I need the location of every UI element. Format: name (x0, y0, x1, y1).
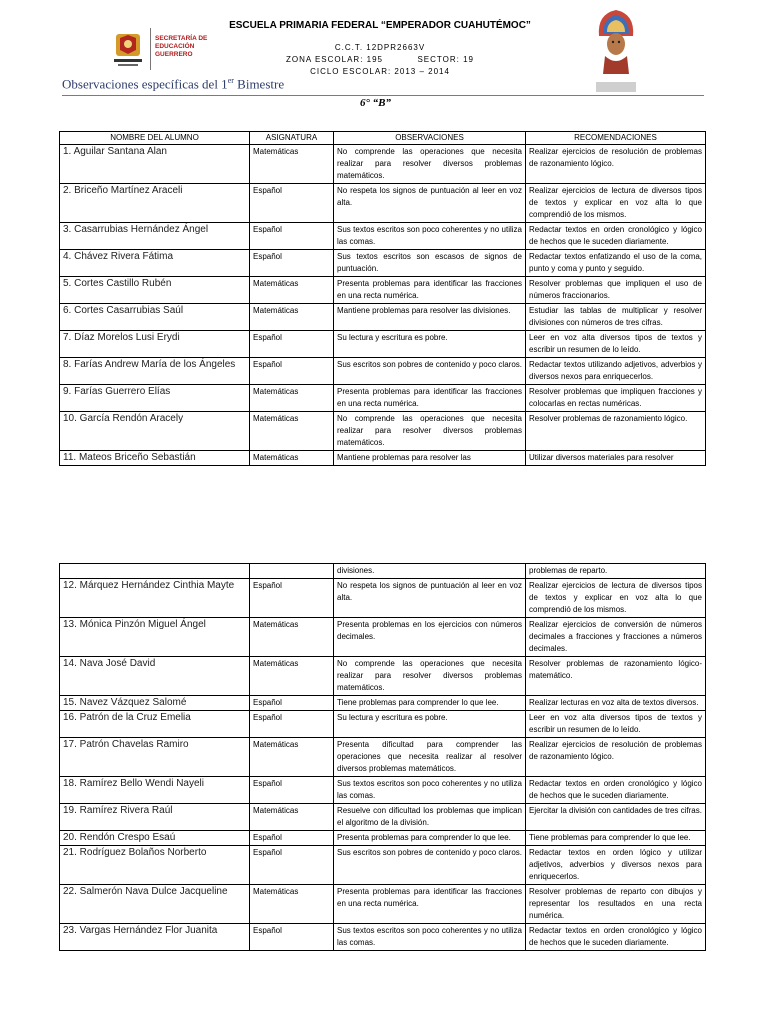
subject: Español (250, 250, 334, 277)
recommendation: Ejercitar la división con cantidades de tres cifras. (526, 804, 706, 831)
subject: Español (250, 223, 334, 250)
student-name: 3. Casarrubias Hernández Ángel (60, 223, 250, 250)
recommendation: Leer en voz alta diversos tipos de textos y escribir un resumen de lo leído. (526, 331, 706, 358)
subject: Español (250, 831, 334, 846)
title-suffix: Bimestre (233, 76, 285, 92)
table-row (60, 579, 706, 618)
table-row (60, 924, 706, 951)
table-row (60, 145, 706, 184)
student-name: 16. Patrón de la Cruz Emelia (60, 711, 250, 738)
title-sup: er (227, 76, 234, 85)
student-name: 12. Márquez Hernández Cinthia Mayte (60, 579, 250, 618)
table-row (60, 738, 706, 777)
observation: Sus textos escritos son poco coherentes y no utiliza las comas. (334, 223, 526, 250)
subject: Español (250, 579, 334, 618)
recommendation: Resolver problemas que impliquen fracciones y colocarlas en rectas numéricas. (526, 385, 706, 412)
student-name: 14. Nava José David (60, 657, 250, 696)
observation: No respeta los signos de puntuación al leer en voz alta. (334, 184, 526, 223)
school-name: ESCUELA PRIMARIA FEDERAL “EMPERADOR CUAHUTÉMOC” (229, 20, 531, 31)
document-header (0, 0, 768, 109)
recommendation: Realizar ejercicios de lectura de diversos tipos de textos y explicar en voz alta lo que comprendió de los mismos. (526, 579, 706, 618)
recommendation: problemas de reparto. (526, 564, 706, 579)
table-row (60, 304, 706, 331)
student-name: 21. Rodríguez Bolaños Norberto (60, 846, 250, 885)
subject: Español (250, 358, 334, 385)
subject: Matemáticas (250, 385, 334, 412)
zona-escolar: ZONA ESCOLAR: 195 (285, 55, 383, 64)
continuation-row (60, 564, 706, 579)
student-name: 15. Navez Vázquez Salomé (60, 696, 250, 711)
page-title (62, 76, 284, 92)
recommendation: Redactar textos enfatizando el uso de la coma, punto y coma y punto y seguido. (526, 250, 706, 277)
observation: Presenta problemas para identificar las fracciones en una recta numérica. (334, 385, 526, 412)
table-row (60, 804, 706, 831)
recommendation: Redactar textos en orden lógico y utilizar adjetivos, adverbios y diversos nexos para enriquecerlos. (526, 846, 706, 885)
observation: No respeta los signos de puntuación al leer en voz alta. (334, 579, 526, 618)
observations-table-page1 (59, 131, 706, 466)
student-name: 19. Ramírez Rivera Raúl (60, 804, 250, 831)
student-name: 7. Díaz Morelos Lusi Erydi (60, 331, 250, 358)
table-row (60, 657, 706, 696)
subject: Español (250, 777, 334, 804)
subject: Español (250, 184, 334, 223)
observation: Presenta dificultad para comprender las operaciones que necesita realizar al resolver diversos problemas matemáticos. (334, 738, 526, 777)
table-row (60, 385, 706, 412)
subject (250, 564, 334, 579)
subject: Matemáticas (250, 738, 334, 777)
observation: divisiones. (334, 564, 526, 579)
recommendation: Resolver problemas de razonamiento lógico-matemático. (526, 657, 706, 696)
grade-label: 6° “B” (360, 97, 391, 109)
recommendation: Realizar lecturas en voz alta de textos diversos. (526, 696, 706, 711)
observation: Sus textos escritos son escasos de signos de puntuación. (334, 250, 526, 277)
student-name: 9. Farías Guerrero Elías (60, 385, 250, 412)
observation: Sus escritos son pobres de contenido y poco claros. (334, 846, 526, 885)
student-name (60, 564, 250, 579)
subject: Matemáticas (250, 657, 334, 696)
recommendation: Realizar ejercicios de conversión de números decimales a fracciones y fracciones a números decimales. (526, 618, 706, 657)
title-rule (62, 95, 704, 96)
student-name: 6. Cortes Casarrubias Saúl (60, 304, 250, 331)
subject: Matemáticas (250, 804, 334, 831)
table-row (60, 331, 706, 358)
title-prefix: Observaciones específicas del 1 (62, 76, 228, 92)
observation: Sus textos escritos son poco coherentes y no utiliza las comas. (334, 777, 526, 804)
table-header-row (60, 132, 706, 145)
observation: No comprende las operaciones que necesita realizar para resolver diversos problemas matemáticos. (334, 412, 526, 451)
observation: Presenta problemas para identificar las fracciones en una recta numérica. (334, 885, 526, 924)
table-row (60, 277, 706, 304)
table-row (60, 618, 706, 657)
recommendation: Tiene problemas para comprender lo que lee. (526, 831, 706, 846)
recommendation: Redactar textos en orden cronológico y lógico de hechos que le suceden diariamente. (526, 223, 706, 250)
table-row (60, 451, 706, 466)
table-row (60, 846, 706, 885)
student-name: 2. Briceño Martínez Araceli (60, 184, 250, 223)
subject: Español (250, 331, 334, 358)
student-name: 23. Vargas Hernández Flor Juanita (60, 924, 250, 951)
observation: No comprende las operaciones que necesita realizar para resolver diversos problemas matemáticos. (334, 145, 526, 184)
subject: Español (250, 711, 334, 738)
crest-caption-bar (596, 82, 636, 92)
student-name: 11. Mateos Briceño Sebastián (60, 451, 250, 466)
observation: Presenta problemas en los ejercicios con números decimales. (334, 618, 526, 657)
observation: Presenta problemas para comprender lo que lee. (334, 831, 526, 846)
observation: Presenta problemas para identificar las fracciones en una recta numérica. (334, 277, 526, 304)
observation: Mantiene problemas para resolver las (334, 451, 526, 466)
student-name: 4. Chávez Rivera Fátima (60, 250, 250, 277)
logo-text: SECRETARÍA DE EDUCACIÓN GUERRERO (155, 35, 208, 58)
recommendation: Redactar textos utilizando adjetivos, adverbios y diversos nexos para enriquecerlos. (526, 358, 706, 385)
student-name: 17. Patrón Chavelas Ramiro (60, 738, 250, 777)
subject: Matemáticas (250, 145, 334, 184)
observation: Su lectura y escritura es pobre. (334, 711, 526, 738)
col-header-name: NOMBRE DEL ALUMNO (60, 132, 250, 145)
subject: Matemáticas (250, 304, 334, 331)
aztec-emperor-icon (593, 6, 639, 76)
student-name: 20. Rendón Crespo Esaú (60, 831, 250, 846)
subject: Matemáticas (250, 277, 334, 304)
subject: Español (250, 924, 334, 951)
subject: Matemáticas (250, 618, 334, 657)
student-name: 8. Farías Andrew María de los Ángeles (60, 358, 250, 385)
table-row (60, 885, 706, 924)
student-name: 10. García Rendón Aracely (60, 412, 250, 451)
observation: Tiene problemas para comprender lo que lee. (334, 696, 526, 711)
recommendation: Resolver problemas que impliquen el uso de números fraccionarios. (526, 277, 706, 304)
table-row (60, 412, 706, 451)
observation: Sus textos escritos son poco coherentes y no utiliza las comas. (334, 924, 526, 951)
recommendation: Redactar textos en orden cronológico y lógico de hechos que le suceden diariamente. (526, 777, 706, 804)
recommendation: Realizar ejercicios de lectura de diversos tipos de textos y explicar en voz alta lo que comprendió de los mismos. (526, 184, 706, 223)
table-row (60, 223, 706, 250)
table-row (60, 777, 706, 804)
col-header-observations: OBSERVACIONES (334, 132, 526, 145)
recommendation: Utilizar diversos materiales para resolver (526, 451, 706, 466)
recommendation: Realizar ejercicios de resolución de problemas de razonamiento lógico. (526, 145, 706, 184)
recommendation: Realizar ejercicios de resolución de problemas de razonamiento lógico. (526, 738, 706, 777)
guerrero-logo-icon (108, 32, 148, 70)
student-name: 1. Aguilar Santana Alan (60, 145, 250, 184)
logo-divider (150, 28, 151, 70)
col-header-recommendations: RECOMENDACIONES (526, 132, 706, 145)
observations-table-page2 (59, 563, 706, 951)
observation: Resuelve con dificultad los problemas que implican el algoritmo de la división. (334, 804, 526, 831)
student-name: 22. Salmerón Nava Dulce Jacqueline (60, 885, 250, 924)
student-name: 13. Mónica Pinzón Miguel Ángel (60, 618, 250, 657)
subject: Español (250, 696, 334, 711)
recommendation: Redactar textos en orden cronológico y lógico de hechos que le suceden diariamente. (526, 924, 706, 951)
student-name: 18. Ramírez Bello Wendi Nayeli (60, 777, 250, 804)
recommendation: Estudiar las tablas de multiplicar y resolver divisiones con números de tres cifras. (526, 304, 706, 331)
subject: Matemáticas (250, 451, 334, 466)
table-row (60, 250, 706, 277)
table-row (60, 831, 706, 846)
observation: No comprende las operaciones que necesita realizar para resolver diversos problemas matemáticos. (334, 657, 526, 696)
subject: Matemáticas (250, 885, 334, 924)
recommendation: Resolver problemas de razonamiento lógico. (526, 412, 706, 451)
table-row (60, 358, 706, 385)
sector: SECTOR: 19 (417, 55, 475, 64)
cct-code: C.C.T. 12DPR2663V (334, 43, 426, 52)
observation: Mantiene problemas para resolver las divisiones. (334, 304, 526, 331)
recommendation: Leer en voz alta diversos tipos de textos y escribir un resumen de lo leído. (526, 711, 706, 738)
student-name: 5. Cortes Castillo Rubén (60, 277, 250, 304)
ciclo-escolar: CICLO ESCOLAR: 2013 – 2014 (310, 67, 450, 76)
col-header-subject: ASIGNATURA (250, 132, 334, 145)
zona-sector (200, 55, 560, 64)
observation: Su lectura y escritura es pobre. (334, 331, 526, 358)
observation: Sus escritos son pobres de contenido y poco claros. (334, 358, 526, 385)
table-row (60, 696, 706, 711)
table-row (60, 184, 706, 223)
subject: Matemáticas (250, 412, 334, 451)
table-row (60, 711, 706, 738)
recommendation: Resolver problemas de reparto con dibujos y representar los resultados en una recta numérica. (526, 885, 706, 924)
subject: Español (250, 846, 334, 885)
